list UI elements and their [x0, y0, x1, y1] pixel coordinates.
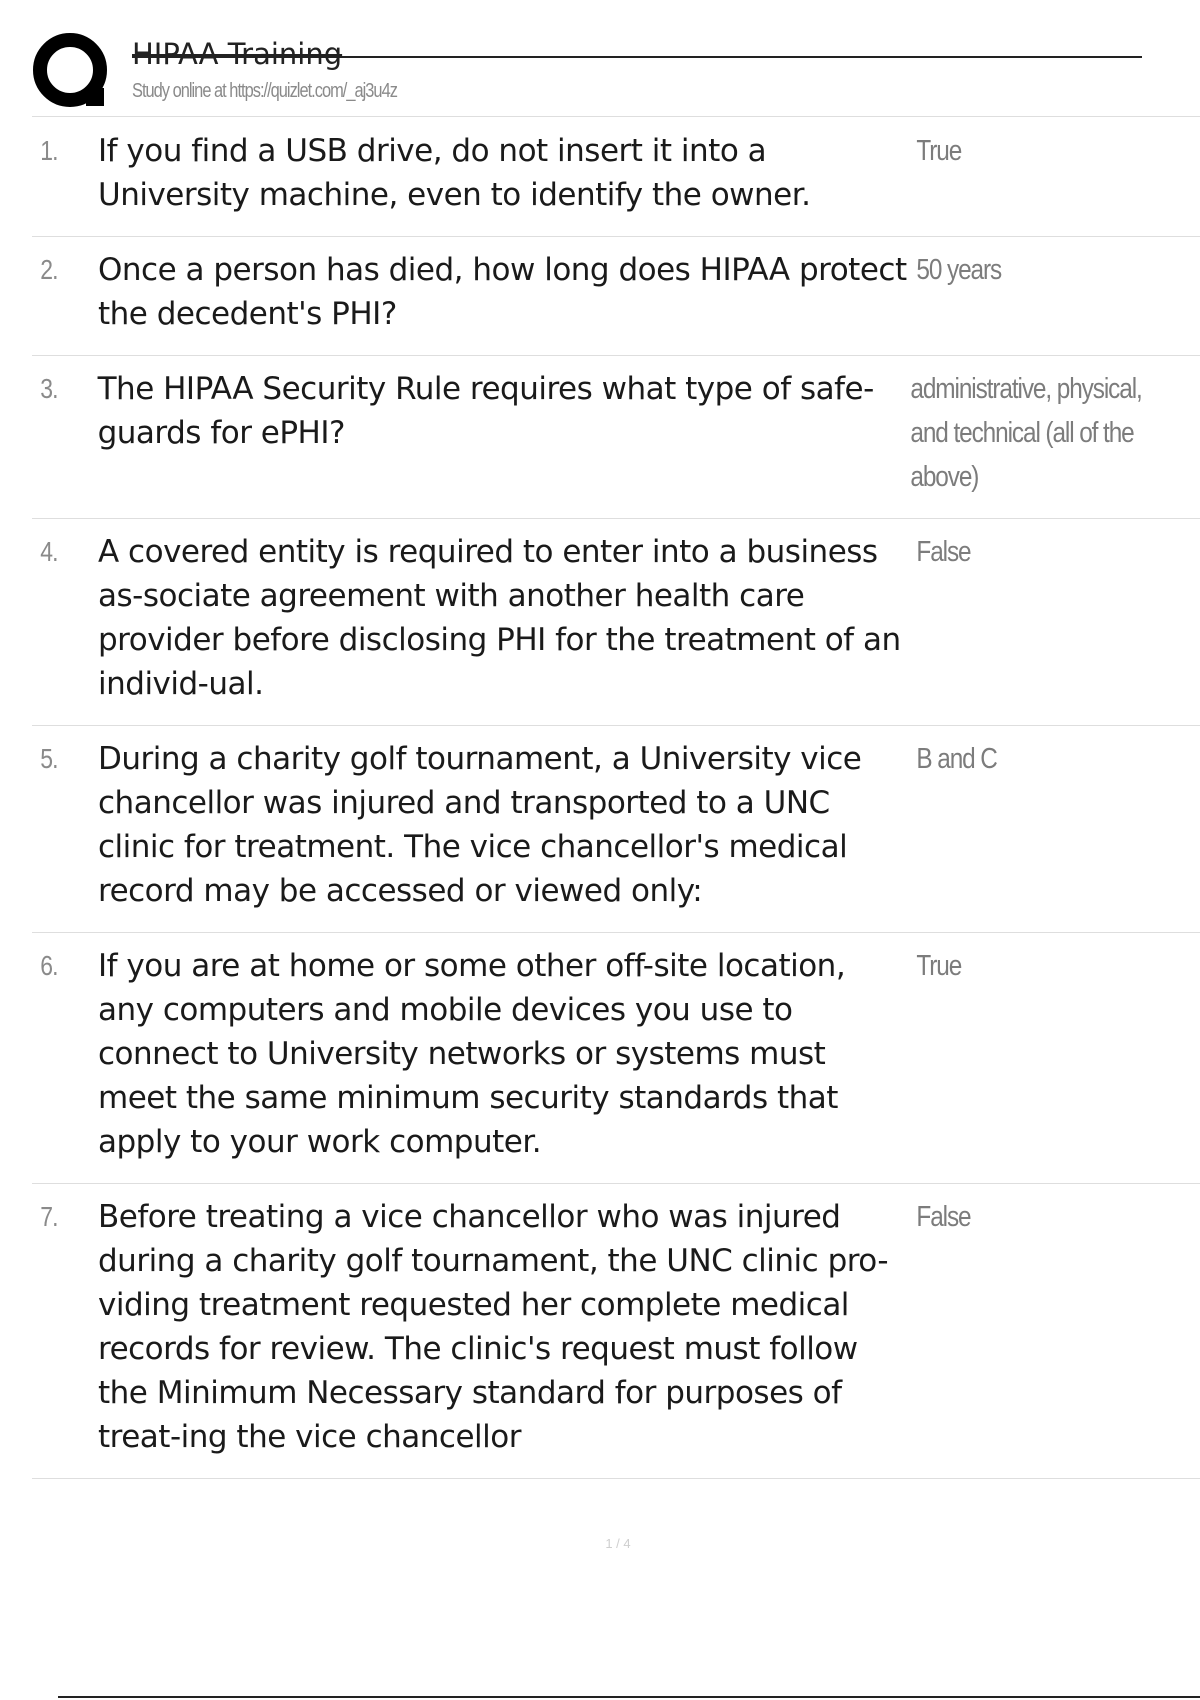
card-term: If you find a USB drive, do not insert it into a University machine, even to identify the owner.: [98, 133, 811, 213]
flashcard-row: [32, 1184, 1200, 1479]
flashcard-row: [32, 356, 1200, 519]
card-term: Before treating a vice chancellor who was injured during a charity golf tournament, the UNC clinic pro-viding treatment requested her complete medical records for review. The clinic's request must follow the Minimum Necessary standard for purposes of treat-ing the vice chancellor: [98, 1199, 889, 1455]
card-term: If you are at home or some other off-site location, any computers and mobile devices you use to connect to University networks or systems must meet the same minimum security standards that apply to your work computer.: [98, 948, 846, 1160]
flashcard-row: [32, 237, 1200, 356]
card-term: During a charity golf tournament, a University vice chancellor was injured and transported to a UNC clinic for treatment. The vice chancellor's medical record may be accessed or viewed only:: [98, 741, 862, 909]
page-number: 1 / 4: [605, 1536, 631, 1551]
card-number: 3.: [40, 373, 58, 404]
card-definition: 50 years: [916, 254, 1002, 286]
card-number: 6.: [40, 950, 58, 981]
card-definition: administrative, physical, and technical (all of the above): [910, 373, 1142, 493]
card-definition: False: [916, 536, 971, 568]
footer-divider: [58, 1696, 1200, 1698]
card-term: Once a person has died, how long does HIPAA protect the decedent's PHI?: [98, 252, 907, 332]
study-online-link-text: Study online at https://quizlet.com/_aj3u4z: [132, 80, 397, 102]
flashcard-list: [32, 118, 1200, 1479]
card-term: The HIPAA Security Rule requires what type of safe-guards for ePHI?: [97, 371, 874, 451]
card-term: A covered entity is required to enter into a business as-sociate agreement with another health care provider before disclosing PHI for the treatment of an individ-ual.: [98, 534, 901, 702]
card-definition: True: [916, 135, 962, 167]
flashcard-row: [32, 118, 1200, 237]
card-definition: False: [916, 1201, 971, 1233]
document-title: HIPAA Training: [132, 37, 343, 71]
card-number: 2.: [40, 254, 58, 285]
flashcard-row: [32, 519, 1200, 726]
flashcard-row: [32, 933, 1200, 1184]
card-number: 1.: [40, 135, 58, 166]
card-definition: True: [916, 950, 962, 982]
header-divider: [32, 116, 1200, 117]
quizlet-q-logo-icon: [32, 32, 112, 112]
card-number: 5.: [40, 743, 58, 774]
card-definition: B and C: [916, 743, 997, 775]
flashcard-row: [32, 726, 1200, 933]
card-number: 4.: [40, 536, 58, 567]
card-number: 7.: [40, 1201, 58, 1232]
